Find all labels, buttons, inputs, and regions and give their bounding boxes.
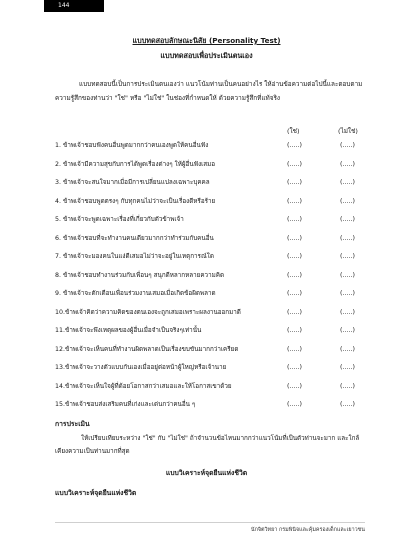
answer-blank-yes[interactable]: (.....) xyxy=(287,290,302,297)
question-text: 10.ข้าพเจ้าคิดว่าความคิดของตนเองจะถูกเสมอเพราะผลงานออกมาดี xyxy=(55,308,241,316)
answer-blank-yes[interactable]: (.....) xyxy=(287,234,302,242)
answer-blank-yes[interactable]: (.....) xyxy=(287,179,302,186)
question-item xyxy=(55,158,370,172)
question-text: 2. ข้าพเจ้ามีความสุขกับการได้พูดเรื่องต่างๆ ให้ผู้อื่นฟังเสมอ xyxy=(55,160,216,168)
analysis-heading-left: แบบวิเคราะห์จุดยืนแห่งชีวิต xyxy=(55,489,137,497)
question-item xyxy=(55,398,370,412)
answer-blank-no[interactable]: (.....) xyxy=(340,382,355,390)
question-item xyxy=(55,213,370,227)
answer-blank-yes[interactable]: (.....) xyxy=(287,401,302,408)
question-text: 1. ข้าพเจ้าชอบฟังคนอื่นพูดมากกว่าคนเองพูดให้คนอื่นฟัง xyxy=(55,142,209,149)
answer-blank-yes[interactable]: (.....) xyxy=(287,253,302,260)
answer-blank-no[interactable]: (.....) xyxy=(340,271,355,279)
answer-blank-yes[interactable]: (.....) xyxy=(287,160,302,168)
question-text: 15.ข้าพเจ้าชอบส่งเสริมคนที่เก่งและเด่นกว่าคนอื่น ๆ xyxy=(55,401,196,408)
question-item xyxy=(55,324,370,338)
page-number: 144 xyxy=(58,2,70,9)
footer-divider xyxy=(55,522,365,523)
answer-blank-no[interactable]: (.....) xyxy=(340,401,355,408)
question-text: 9. ข้าพเจ้าจะตักเตือนเพื่อนร่วมงานเสมอเมื่อเกิดข้อผิดพลาด xyxy=(55,290,216,297)
answer-blank-no[interactable]: (.....) xyxy=(340,179,355,186)
page-footer: นักจิตวิทยา กรมพินิจและคุ้มครองเด็กและเยาวชน xyxy=(250,527,365,533)
question-text: 5. ข้าพเจ้าจะพูดเฉพาะเรื่องที่เกี่ยวกับตัวข้าพเจ้า xyxy=(55,216,184,223)
question-text: 14.ข้าพเจ้าจะเห็นใจผู้ที่ด้อยโอกาสกว่าเสมอและให้โอกาสเขาด้วย xyxy=(55,382,232,390)
question-text: 12.ข้าพเจ้าจะเห็นคนที่ทำงานผิดพลาดเป็นเรื่องขบขันมากกว่าเครียด xyxy=(55,345,239,353)
question-item xyxy=(55,232,370,246)
answer-blank-yes[interactable]: (.....) xyxy=(287,345,302,353)
question-text: 8. ข้าพเจ้าชอบทำงานร่วมกับเพื่อนๆ สนุกดีหลากหลายความคิด xyxy=(55,271,225,279)
answer-blank-no[interactable]: (.....) xyxy=(340,345,355,353)
question-item xyxy=(55,361,370,375)
column-header-no: (ไม่ใช่) xyxy=(338,127,358,135)
evaluation-body: ให้เปรียบเทียบระหว่าง "ใช่" กับ "ไม่ใช่" ถ้าจำนวนข้อไหนมากกว่าแนวโน้มที่เป็นตัวท่านจะมาก และใกล้เคียงความเป็นท่านมากที่สุด xyxy=(55,435,360,455)
question-item xyxy=(55,287,370,301)
answer-blank-yes[interactable]: (.....) xyxy=(287,216,302,223)
question-text: 4. ข้าพเจ้าชอบพูดตรงๆ กับทุกคนไม่ว่าจะเป็นเรื่องดีหรือร้าย xyxy=(55,197,216,205)
question-text: 11.ข้าพเจ้าจะพึงเหตุผลของผู้อื่นเมื่อจำเป็นจริงๆเท่านั้น xyxy=(55,327,202,334)
answer-blank-no[interactable]: (.....) xyxy=(340,234,355,242)
question-item xyxy=(55,250,370,264)
intro-paragraph: แบบทดสอบนี้เป็นการประเมินตนเองว่า แนวโน้มท่านเป็นคนอย่างไร ให้อ่านข้อความต่อไปนี้และตอบตามความรู้สึกของท่านว่า "ใช่" หรือ "ไม่ใช่" ในช่องที่กำหนดให้ ด้วยความรู้สึกที่แท้จริง xyxy=(55,80,363,102)
page-number-tab xyxy=(44,0,104,12)
answer-blank-no[interactable]: (.....) xyxy=(340,364,355,371)
question-item xyxy=(55,269,370,283)
question-text: 6. ข้าพเจ้าชอบที่จะทำงานคนเดียวมากกว่าทำร่วมกับคนอื่น xyxy=(55,234,214,242)
answer-blank-yes[interactable]: (.....) xyxy=(287,197,302,205)
question-text: 3. ข้าพเจ้าจะสนใจมากเมื่อมีการเปลี่ยนแปลงเฉพาะบุคคล xyxy=(55,179,210,186)
question-item xyxy=(55,380,370,394)
answer-blank-no[interactable]: (.....) xyxy=(340,197,355,205)
answer-blank-no[interactable]: (.....) xyxy=(340,216,355,223)
document-title: แบบทดสอบลักษณะนิสัย (Personality Test) xyxy=(132,36,281,45)
question-item xyxy=(55,343,370,357)
answer-blank-yes[interactable]: (.....) xyxy=(287,271,302,279)
question-item xyxy=(55,176,370,190)
answer-blank-no[interactable]: (.....) xyxy=(340,253,355,260)
question-text: 7. ข้าพเจ้าจะมองคนในแง่ดีเสมอไม่ว่าจะอยู่ในเหตุการณ์ใด xyxy=(55,253,214,260)
answer-blank-no[interactable]: (.....) xyxy=(340,160,355,168)
document-subtitle: แบบทดสอบเพื่อประเมินตนเอง xyxy=(160,51,253,60)
question-item xyxy=(55,195,370,209)
answer-blank-no[interactable]: (.....) xyxy=(340,308,355,316)
evaluation-heading: การประเมิน xyxy=(55,420,90,428)
column-header-yes: (ใช่) xyxy=(287,127,300,135)
question-item xyxy=(55,306,370,320)
answer-blank-yes[interactable]: (.....) xyxy=(287,364,302,371)
analysis-heading-center: แบบวิเคราะห์จุดยืนแห่งชีวิต xyxy=(165,469,248,477)
question-text: 13.ข้าพเจ้าจะวางตัวแบบกันเองเมื่ออยู่ต่อหน้าผู้ใหญ่หรือเจ้านาย xyxy=(55,364,227,371)
answer-blank-yes[interactable]: (.....) xyxy=(287,308,302,316)
answer-blank-no[interactable]: (.....) xyxy=(340,327,355,334)
answer-blank-yes[interactable]: (.....) xyxy=(287,382,302,390)
answer-blank-yes[interactable]: (.....) xyxy=(287,327,302,334)
answer-blank-no[interactable]: (.....) xyxy=(340,142,355,149)
answer-blank-yes[interactable]: (.....) xyxy=(287,142,302,149)
question-item xyxy=(55,139,370,153)
answer-blank-no[interactable]: (.....) xyxy=(340,290,355,297)
